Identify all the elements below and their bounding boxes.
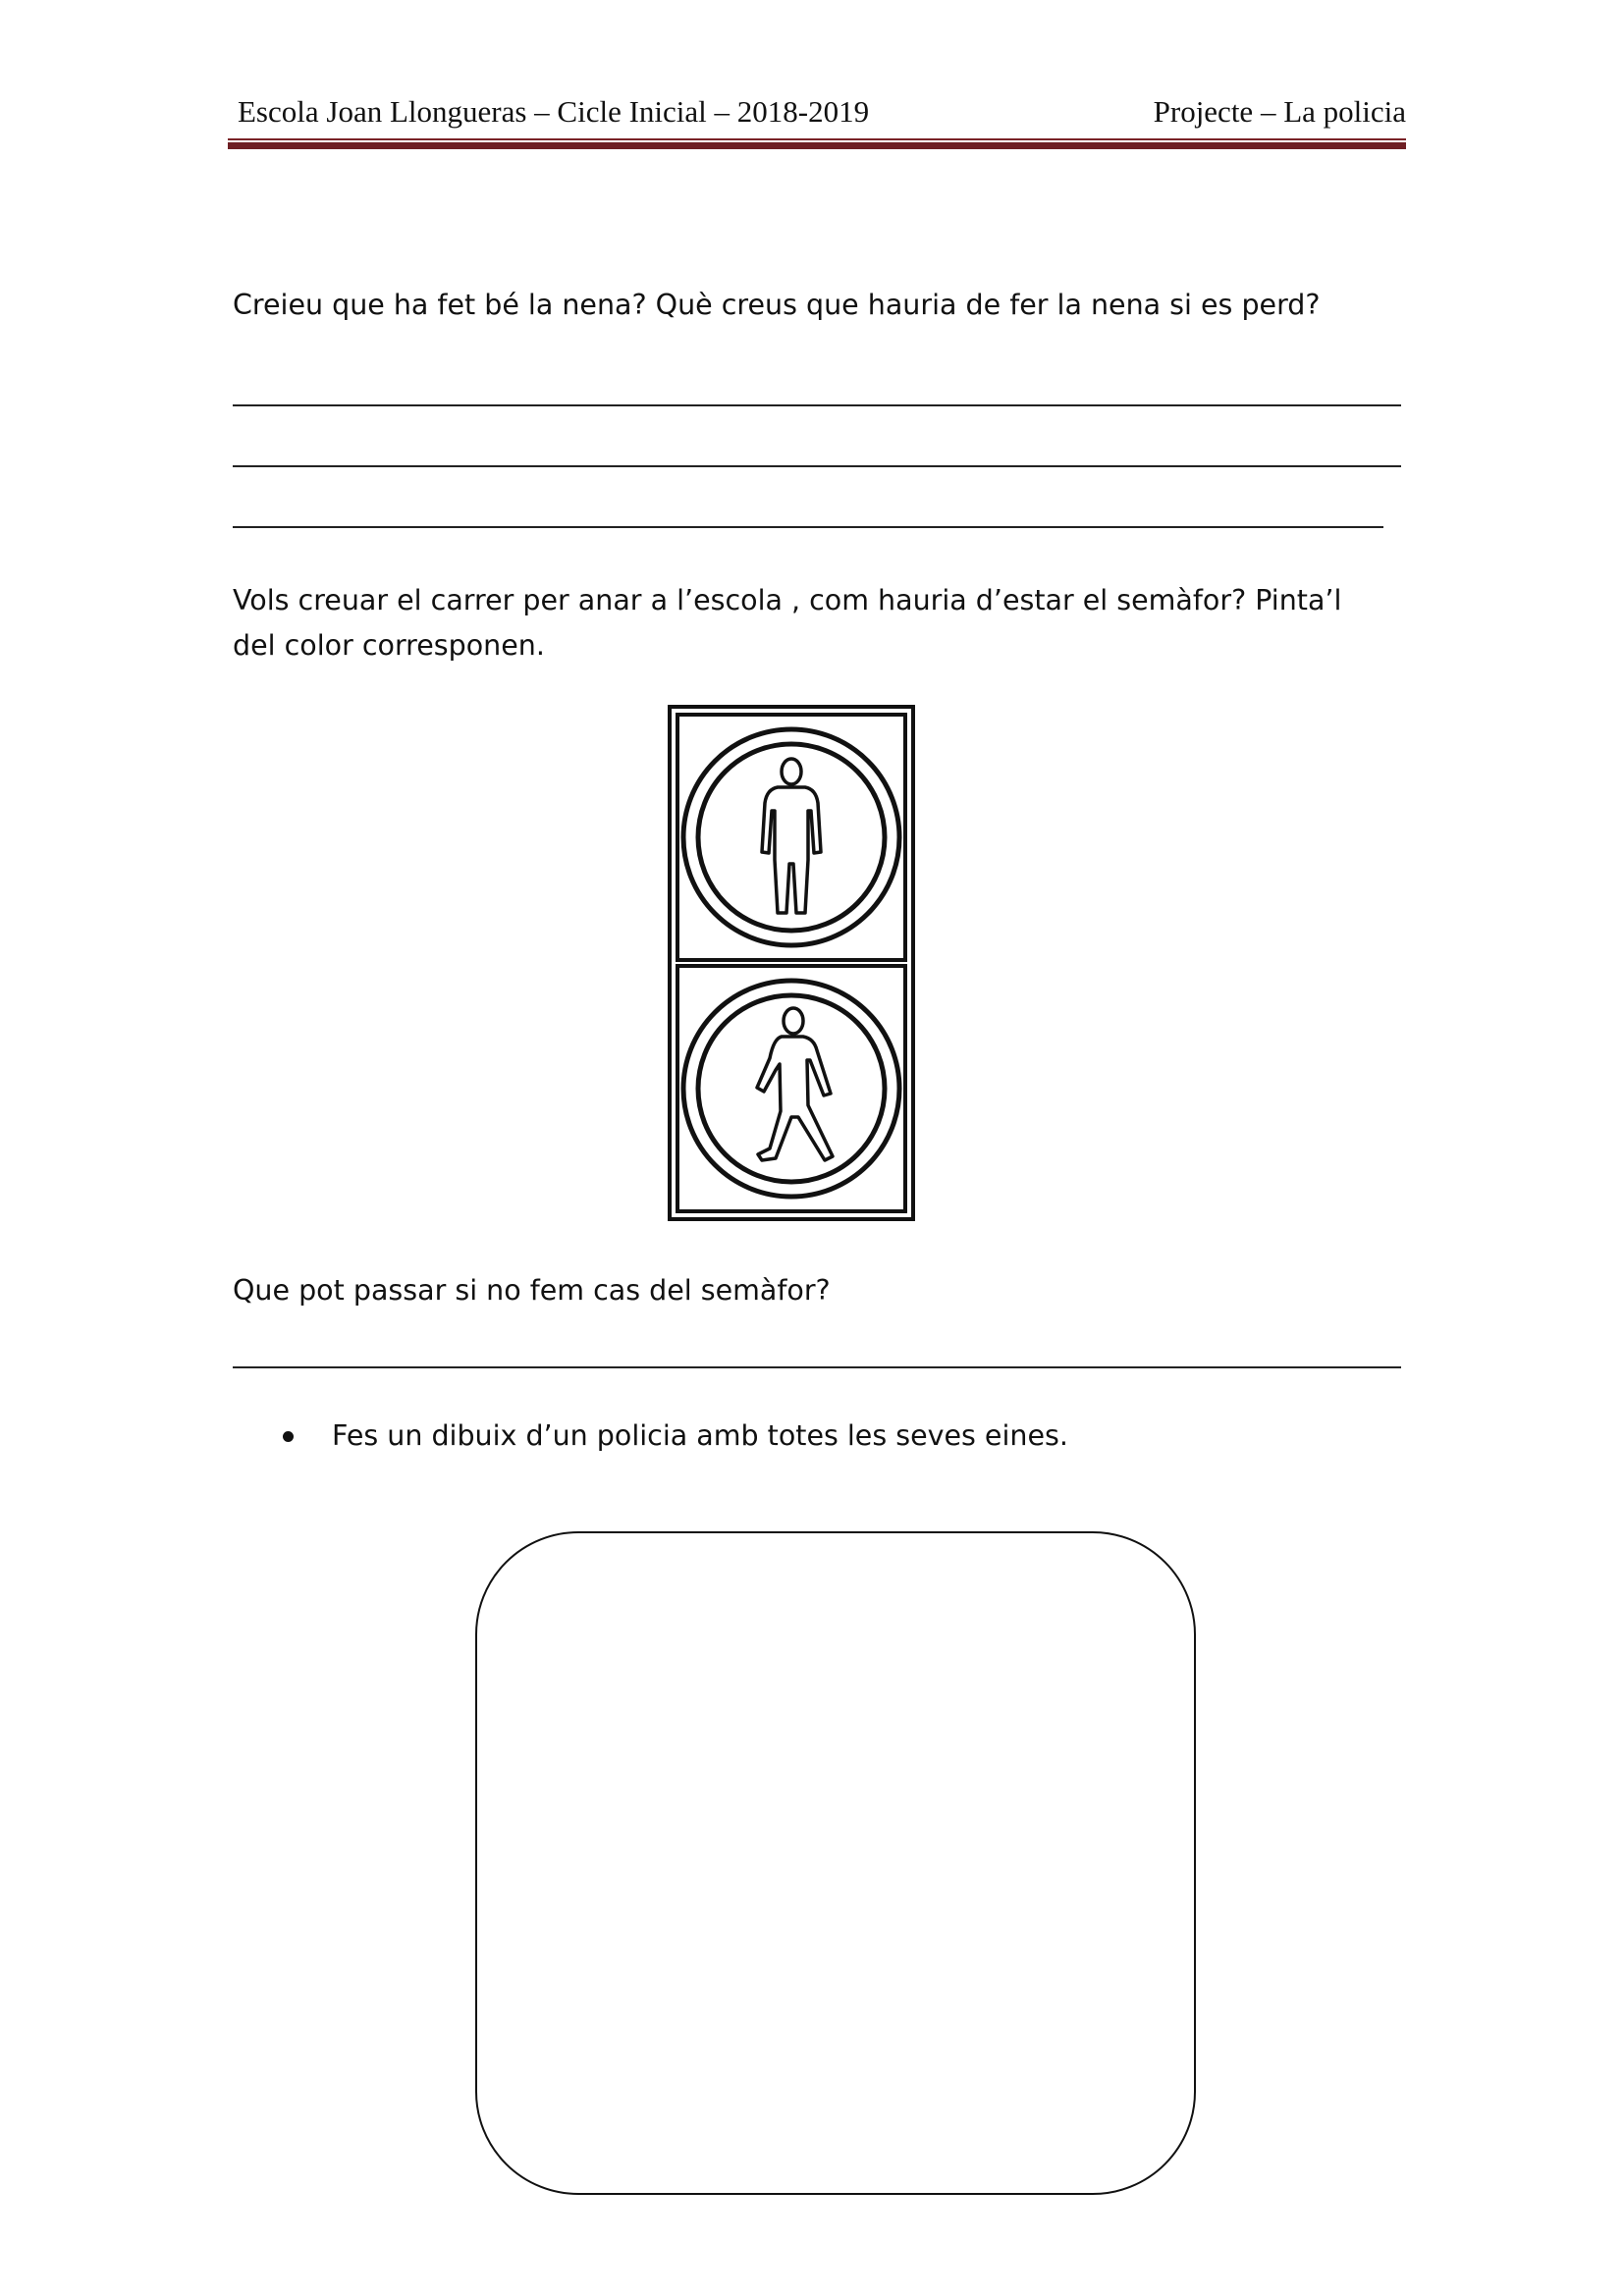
question-traffic-light: Vols creuar el carrer per anar a l’escola , com hauria d’estar el semàfor? Pinta’l del color corresponen. xyxy=(233,584,1342,662)
question-lost-girl: Creieu que ha fet bé la nena? Què creus que hauria de fer la nena si es perd? xyxy=(233,289,1321,321)
header-project-title: Projecte – La policia xyxy=(1153,94,1406,129)
drawing-instruction-text: Fes un dibuix d’un policia amb totes les seves eines. xyxy=(332,1419,1068,1452)
page-header xyxy=(228,94,1406,137)
standing-pedestrian-icon[interactable] xyxy=(683,729,899,945)
answer-line-4[interactable] xyxy=(233,1366,1401,1368)
answer-line-3[interactable] xyxy=(233,526,1383,528)
answer-line-1[interactable] xyxy=(233,404,1401,406)
header-rule-thin xyxy=(228,138,1406,140)
header-school-info: Escola Joan Llongueras – Cicle Inicial – 2018-2019 xyxy=(238,94,870,129)
walking-pedestrian-icon[interactable] xyxy=(683,981,899,1197)
question-ignore-traffic-light: Que pot passar si no fem cas del semàfor? xyxy=(233,1274,831,1307)
answer-line-2[interactable] xyxy=(233,465,1401,467)
bullet-icon xyxy=(283,1431,294,1442)
drawing-area[interactable] xyxy=(475,1531,1196,2195)
pedestrian-traffic-light-icon[interactable] xyxy=(668,705,915,1221)
header-rule-thick xyxy=(228,142,1406,149)
